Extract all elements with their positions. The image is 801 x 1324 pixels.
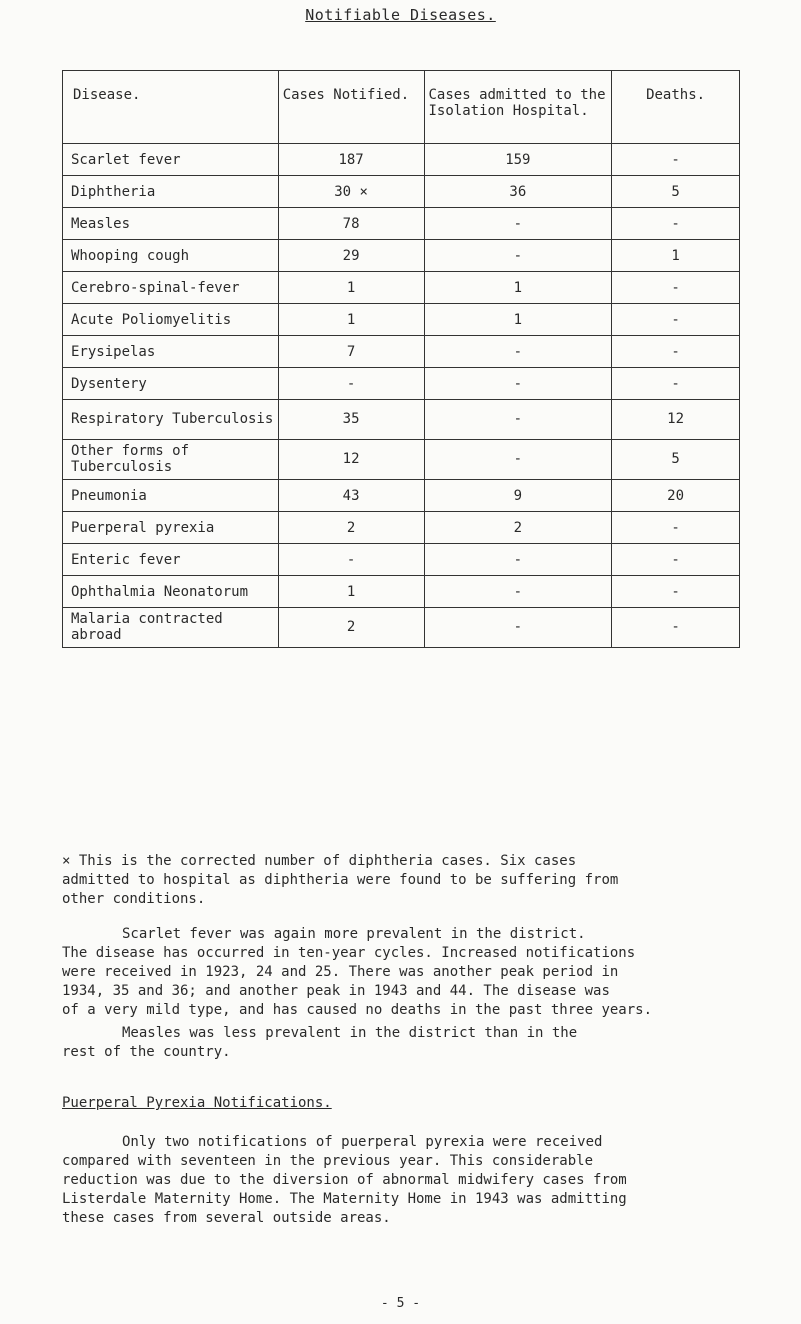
cell-deaths: - [612,208,740,240]
cell-isolation: - [424,400,612,440]
diphtheria-footnote: × This is the corrected number of diphtheria cases. Six cases admitted to hospital as diphtheria were found to be suffering from other conditions. [62,853,619,907]
cell-isolation: - [424,208,612,240]
table-row [63,576,740,608]
table-row [63,480,740,512]
cell-disease: Diphtheria [63,176,279,208]
table-header-row [63,71,740,144]
cell-isolation: - [424,368,612,400]
cell-deaths: 12 [612,400,740,440]
cell-deaths: - [612,272,740,304]
cell-deaths: 5 [612,440,740,480]
cell-disease: Acute Poliomyelitis [63,304,279,336]
table-row [63,208,740,240]
header-notified: Cases Notified. [278,71,424,144]
cell-disease: Dysentery [63,368,279,400]
cell-notified: 2 [278,608,424,648]
table-row [63,608,740,648]
cell-isolation: 1 [424,272,612,304]
table-row [63,176,740,208]
table-row [63,272,740,304]
table-row [63,440,740,480]
cell-isolation: 1 [424,304,612,336]
cell-disease: Pneumonia [63,480,279,512]
cell-notified: 1 [278,304,424,336]
table-row [63,368,740,400]
cell-deaths: 1 [612,240,740,272]
cell-notified: 187 [278,144,424,176]
cell-disease: Malaria contracted abroad [63,608,279,648]
cell-isolation: 9 [424,480,612,512]
cell-deaths: - [612,576,740,608]
cell-deaths: 20 [612,480,740,512]
cell-notified: 78 [278,208,424,240]
cell-disease: Ophthalmia Neonatorum [63,576,279,608]
cell-deaths: - [612,368,740,400]
cell-deaths: - [612,608,740,648]
header-deaths: Deaths. [612,71,740,144]
page-title: Notifiable Diseases. [305,6,496,24]
scarlet-fever-paragraph: Scarlet fever was again more prevalent in the district. The disease has occurred in ten-year cycles. Increased notifications were received in 1923, 24 and 25. There was another peak period in 1934, 35 and 36; and another peak in 1943 and 44. The disease was of a very mild type, and has caused no deaths in the past three years. [62,926,653,1018]
cell-disease: Scarlet fever [63,144,279,176]
cell-notified: 1 [278,272,424,304]
cell-isolation: 159 [424,144,612,176]
cell-disease: Measles [63,208,279,240]
table-row [63,304,740,336]
table-row [63,144,740,176]
header-isolation: Cases admitted to the Isolation Hospital. [424,71,612,144]
cell-disease: Puerperal pyrexia [63,512,279,544]
cell-notified: 29 [278,240,424,272]
cell-isolation: - [424,576,612,608]
cell-disease: Cerebro-spinal-fever [63,272,279,304]
cell-deaths: - [612,512,740,544]
cell-notified: - [278,544,424,576]
cell-deaths: - [612,544,740,576]
cell-isolation: - [424,544,612,576]
cell-deaths: - [612,304,740,336]
cell-disease: Other forms of Tuberculosis [63,440,279,480]
header-disease: Disease. [63,71,279,144]
table-row [63,512,740,544]
cell-notified: 1 [278,576,424,608]
cell-isolation: - [424,440,612,480]
measles-paragraph: Measles was less prevalent in the district than in the rest of the country. [62,1025,578,1060]
cell-isolation: - [424,336,612,368]
cell-notified: 7 [278,336,424,368]
cell-isolation: - [424,240,612,272]
table-row [63,400,740,440]
cell-notified: 43 [278,480,424,512]
cell-isolation: 36 [424,176,612,208]
cell-isolation: 2 [424,512,612,544]
cell-disease: Respiratory Tuberculosis [63,400,279,440]
cell-notified: - [278,368,424,400]
diseases-table [62,70,740,648]
cell-notified: 35 [278,400,424,440]
table-row [63,240,740,272]
cell-deaths: - [612,336,740,368]
cell-notified: 30 × [278,176,424,208]
cell-isolation: - [424,608,612,648]
cell-disease: Enteric fever [63,544,279,576]
puerperal-paragraph: Only two notifications of puerperal pyrexia were received compared with seventeen in the previous year. This considerable reduction was due to the diversion of abnormal midwifery cases from Listerdale Maternity Home. The Maternity Home in 1943 was admitting these cases from several outside areas. [62,1134,627,1226]
cell-notified: 2 [278,512,424,544]
cell-disease: Whooping cough [63,240,279,272]
table-row [63,544,740,576]
page-number: - 5 - [380,1296,421,1311]
cell-disease: Erysipelas [63,336,279,368]
table-body [63,144,740,648]
cell-deaths: 5 [612,176,740,208]
puerperal-heading: Puerperal Pyrexia Notifications. [62,1095,332,1111]
cell-deaths: - [612,144,740,176]
table-row [63,336,740,368]
cell-notified: 12 [278,440,424,480]
